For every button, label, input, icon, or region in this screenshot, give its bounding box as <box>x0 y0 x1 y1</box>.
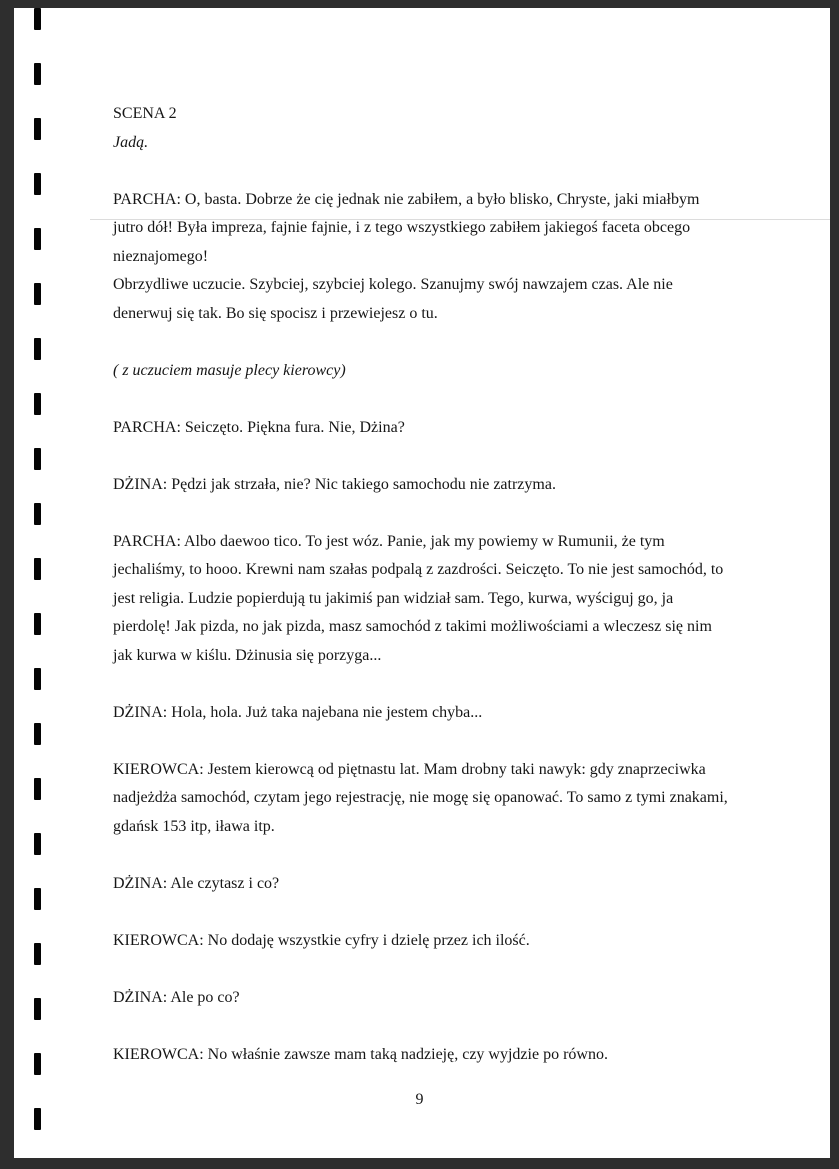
binding-hole <box>34 778 41 800</box>
dialogue-line: PARCHA: O, basta. Dobrze że cię jednak nie zabiłem, a było blisko, Chryste, jaki miałbym jutro dół! Była impreza, fajnie fajnie, i z tego wszystkiego zabiłem jakiegoś faceta obcego nieznajomego! <box>113 190 700 265</box>
binding-hole <box>34 943 41 965</box>
binding-hole <box>34 503 41 525</box>
binding-hole <box>34 833 41 855</box>
binding-holes <box>34 0 42 1169</box>
stage-direction: ( z uczuciem masuje plecy kierowcy) <box>113 361 346 379</box>
dialogue-line: Obrzydliwe uczucie. Szybciej, szybciej kolego. Szanujmy swój nawzajem czas. Ale nie denerwuj się tak. Bo się spocisz i przewiejesz o tu. <box>113 276 673 322</box>
binding-hole <box>34 668 41 690</box>
dialogue-line: DŻINA: Ale czytasz i co? <box>113 874 280 892</box>
dialogue-line: KIEROWCA: No właśnie zawsze mam taką nadzieję, czy wyjdzie po równo. <box>113 1045 608 1063</box>
binding-hole <box>34 338 41 360</box>
binding-hole <box>34 393 41 415</box>
binding-hole <box>34 888 41 910</box>
binding-hole <box>34 63 41 85</box>
dialogue-line: PARCHA: Seiczęto. Piękna fura. Nie, Dżina? <box>113 418 405 436</box>
binding-hole <box>34 8 41 30</box>
script-text <box>113 100 733 1069</box>
binding-hole <box>34 1108 41 1130</box>
binding-hole <box>34 448 41 470</box>
dialogue-line: DŻINA: Ale po co? <box>113 988 240 1006</box>
binding-hole <box>34 1053 41 1075</box>
binding-hole <box>34 173 41 195</box>
binding-hole <box>34 228 41 250</box>
dialogue-line: DŻINA: Hola, hola. Już taka najebana nie jestem chyba... <box>113 703 483 721</box>
binding-hole <box>34 998 41 1020</box>
binding-hole <box>34 613 41 635</box>
dialogue-line: DŻINA: Pędzi jak strzała, nie? Nic takiego samochodu nie zatrzyma. <box>113 475 556 493</box>
binding-hole <box>34 283 41 305</box>
binding-hole <box>34 558 41 580</box>
dialogue-line: KIEROWCA: No dodaję wszystkie cyfry i dzielę przez ich ilość. <box>113 931 530 949</box>
dialogue-line: KIEROWCA: Jestem kierowcą od piętnastu lat. Mam drobny taki nawyk: gdy znaprzeciwka nadjeżdża samochód, czytam jego rejestrację, nie mogę się opanować. To samo z tymi znakami, gdańsk 153 itp, iława itp. <box>113 760 728 835</box>
dialogue-line: PARCHA: Albo daewoo tico. To jest wóz. Panie, jak my powiemy w Rumunii, że tym jechaliśmy, to hooo. Krewni nam szałas podpalą z zazdrości. Seiczęto. To nie jest samochód, to jest religia. Ludzie popierdują tu jakimiś pan widział sam. Tego, kurwa, wyściguj go, ja pierdolę! Jak pizda, no jak pizda, masz samochód z takimi możliwościami a wleczesz się nim jak kurwa w kiślu. Dżinusia się porzyga... <box>113 532 724 664</box>
stage-direction: Jadą. <box>113 133 149 151</box>
page-number: 9 <box>415 1091 424 1108</box>
scene-title: SCENA 2 <box>113 105 177 122</box>
binding-hole <box>34 723 41 745</box>
binding-hole <box>34 118 41 140</box>
